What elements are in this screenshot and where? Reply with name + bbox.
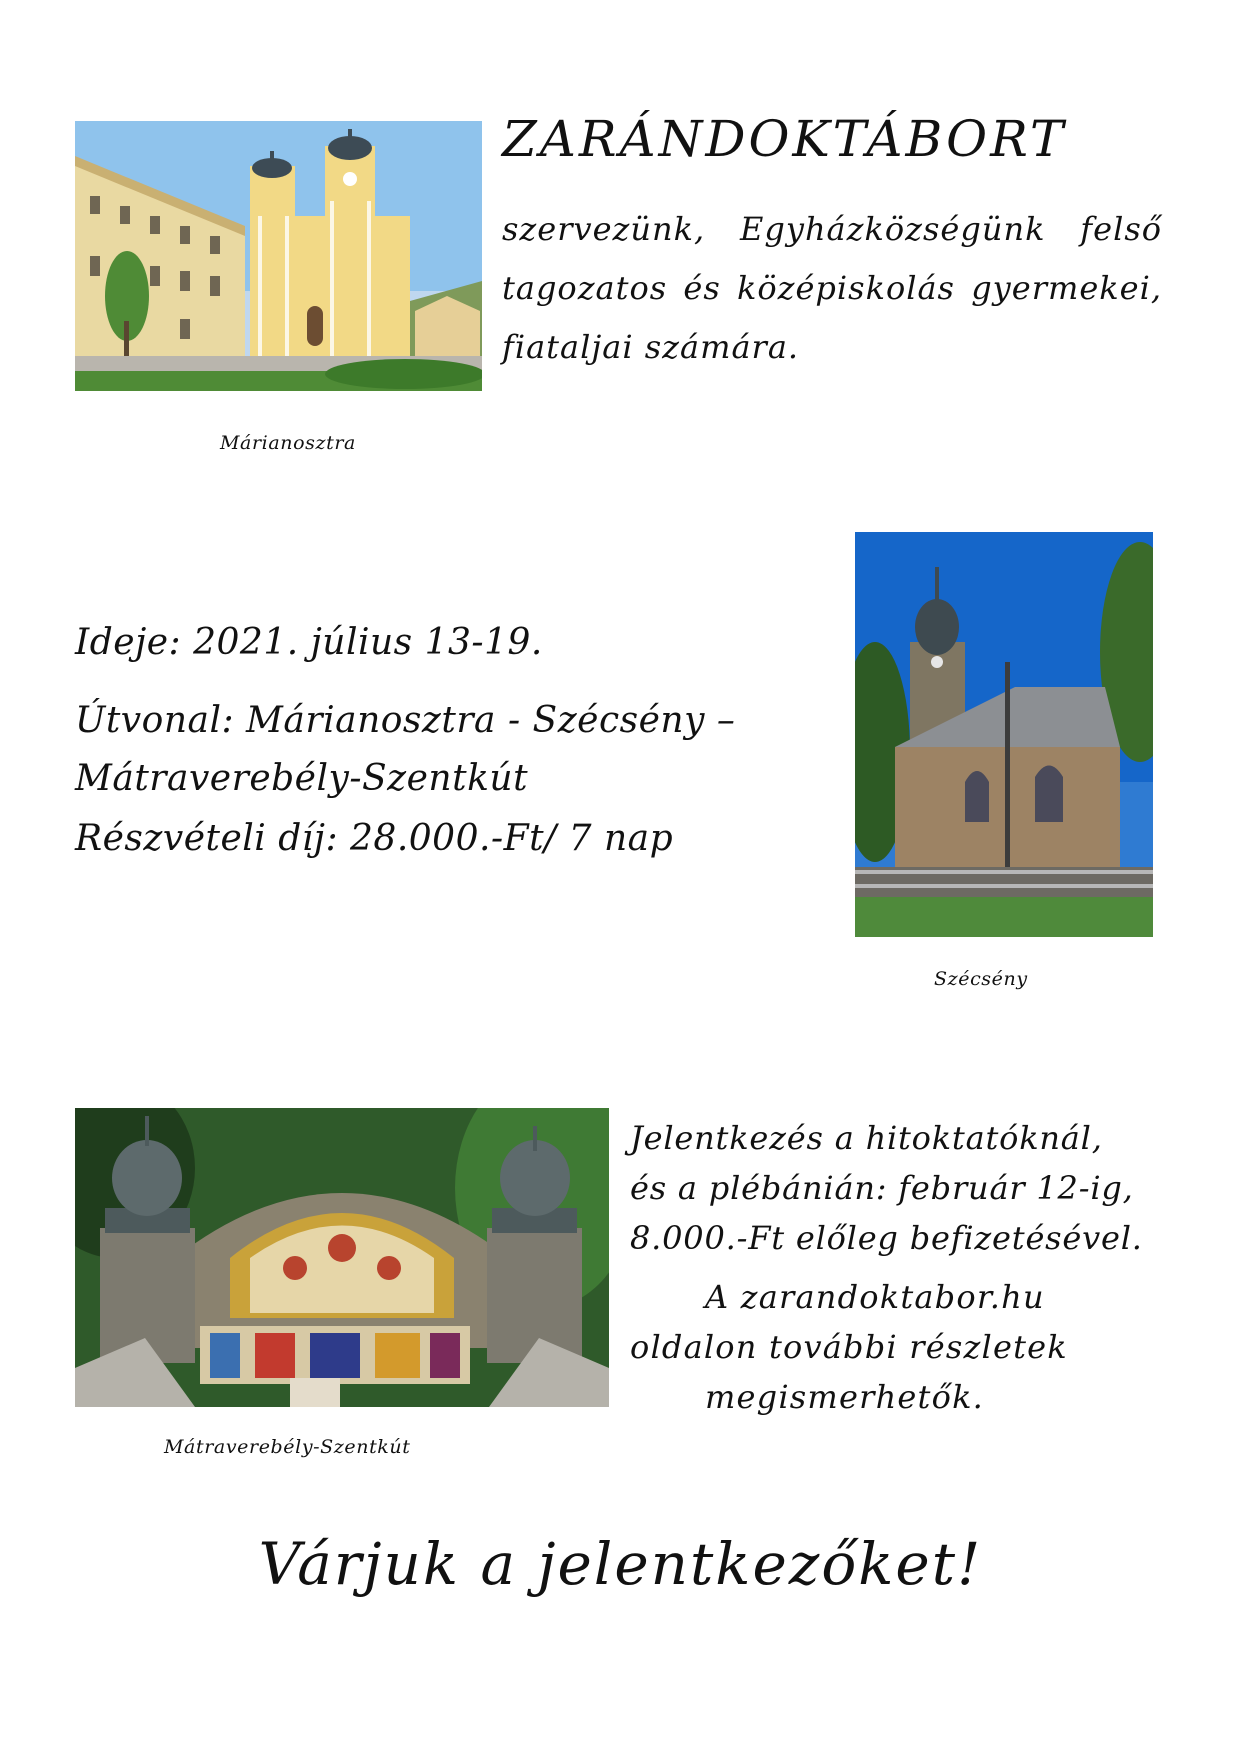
page-title: ZARÁNDOKTÁBORT [502,110,1067,168]
intro-text: szervezünk, Egyházközségünk felső tagozatos és középiskolás gyermekei, fiataljai számára. [502,210,1162,366]
date-line: Ideje: 2021. július 13-19. [75,622,543,663]
closing-text: Várjuk a jelentkezőket! [258,1530,983,1598]
application-info [630,1113,1150,1263]
fee-line: Részvételi díj: 28.000.-Ft/ 7 nap [75,818,674,859]
matraverebely-photo [75,1108,609,1407]
route-line [75,692,835,808]
matraverebely-caption: Mátraverebély-Szentkút [164,1436,411,1458]
szecseny-caption: Szécsény [934,968,1028,990]
marianosztra-caption: Márianosztra [220,432,356,454]
website-line-3: megismerhetők. [705,1378,985,1416]
website-info [630,1272,1150,1422]
route-line-2: Mátraverebély-Szentkút [75,758,529,799]
website-line-2: oldalon további részletek [630,1328,1068,1366]
website-line-1: A zarandoktabor.hu [705,1278,1045,1316]
marianosztra-photo [75,121,482,391]
application-line-2: és a plébánián: február 12-ig, [630,1169,1134,1207]
application-line-1: Jelentkezés a hitoktatóknál, [630,1119,1103,1157]
szecseny-photo [855,532,1153,937]
route-line-1: Útvonal: Márianosztra - Szécsény – [75,700,736,741]
application-line-3: 8.000.-Ft előleg befizetésével. [630,1219,1143,1257]
